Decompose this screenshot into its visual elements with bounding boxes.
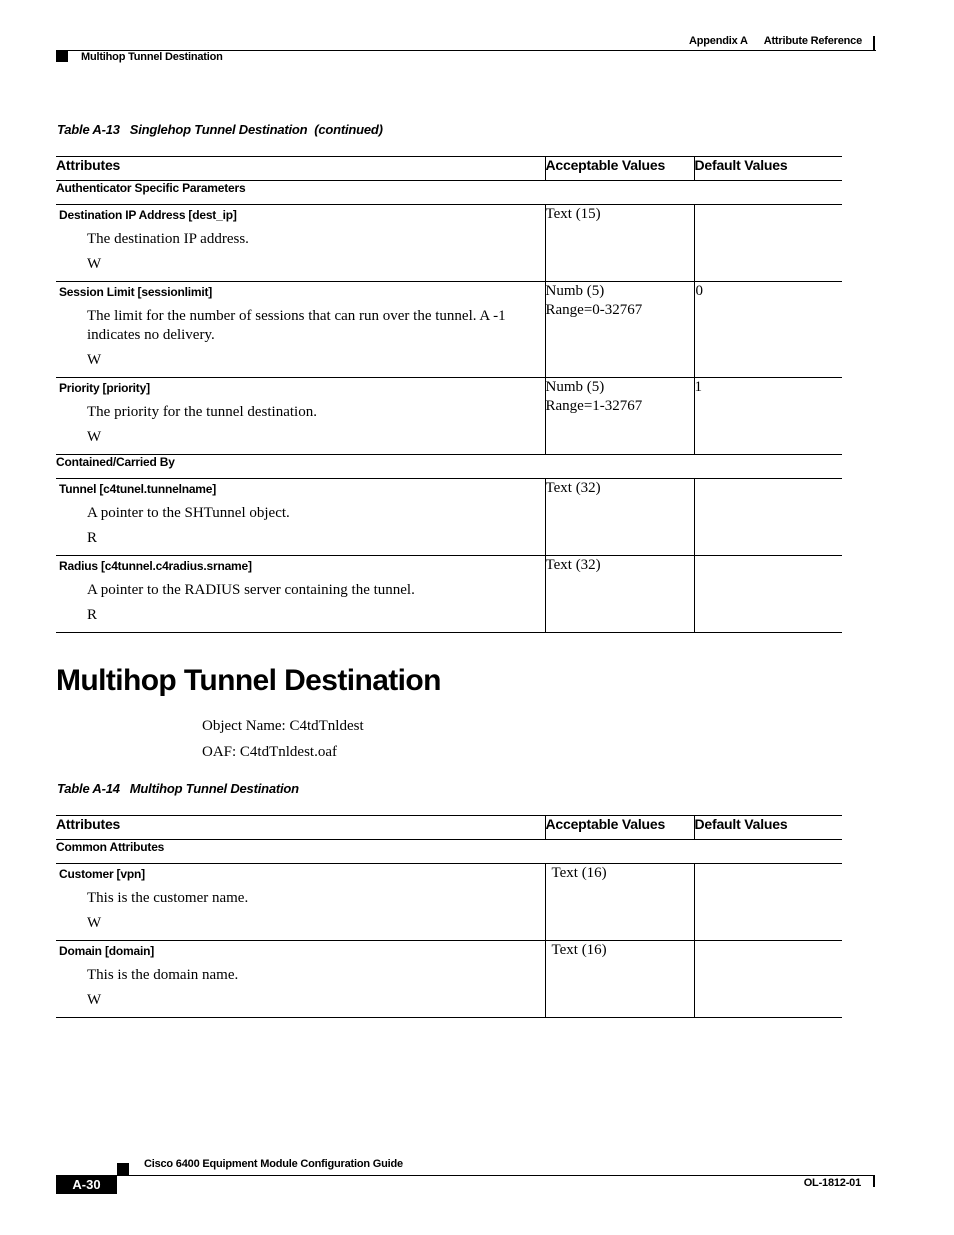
attribute-description: A pointer to the SHTunnel object. [87, 505, 290, 521]
column-header-default-values: Default Values [694, 816, 842, 840]
attribute-access: R [87, 607, 98, 623]
column-header-acceptable-values: Acceptable Values [545, 816, 694, 840]
acceptable-values-cell [545, 941, 694, 1018]
table-row [56, 479, 842, 556]
footer-guide-title: Cisco 6400 Equipment Module Configuration Guide [144, 1158, 403, 1170]
default-value-cell [694, 205, 842, 282]
group-label: Authenticator Specific Parameters [56, 181, 842, 205]
attribute-name: Radius [c4tunnel.c4radius.srname] [59, 559, 252, 573]
attribute-name: Tunnel [c4tunel.tunnelname] [59, 482, 217, 496]
table-row [56, 378, 842, 455]
attribute-cell [56, 556, 545, 633]
attribute-cell [56, 941, 545, 1018]
attribute-access: W [87, 429, 102, 445]
group-label: Contained/Carried By [56, 455, 842, 479]
chapter-label: Attribute Reference [763, 35, 862, 47]
default-value-cell [694, 378, 842, 455]
attribute-access: W [87, 915, 102, 931]
running-header-section: Multihop Tunnel Destination [81, 51, 223, 63]
attribute-access: W [87, 256, 102, 272]
attribute-cell [56, 479, 545, 556]
acceptable-value: Text (15) [545, 206, 601, 222]
table-row [56, 864, 842, 941]
acceptable-values-cell [545, 556, 694, 633]
group-label: Common Attributes [56, 840, 842, 864]
attribute-name: Destination IP Address [dest_ip] [59, 208, 237, 222]
attribute-description: This is the customer name. [87, 890, 249, 906]
attribute-description: The destination IP address. [87, 231, 249, 247]
column-header-attributes: Attributes [56, 816, 545, 840]
acceptable-value: Text (16) [551, 942, 607, 958]
attribute-name: Customer [vpn] [59, 867, 145, 881]
attribute-cell [56, 282, 545, 378]
footer-rule [117, 1175, 875, 1176]
header-marker-square [56, 50, 68, 62]
attribute-description: This is the domain name. [87, 967, 239, 983]
running-header-chapter [689, 35, 862, 47]
group-row [56, 840, 842, 864]
table-header-row [56, 816, 842, 840]
column-header-attributes: Attributes [56, 157, 545, 181]
table-row [56, 941, 842, 1018]
footer-marker-bar [873, 1175, 875, 1187]
default-value-cell [694, 282, 842, 378]
appendix-label: Appendix A [689, 35, 748, 47]
page-number: A-30 [56, 1175, 117, 1194]
acceptable-values-cell [545, 864, 694, 941]
default-value-cell [694, 556, 842, 633]
acceptable-values-cell [545, 479, 694, 556]
acceptable-value: Numb (5) [545, 283, 605, 299]
attribute-name: Priority [priority] [59, 381, 150, 395]
attribute-access: W [87, 992, 102, 1008]
table-header-row [56, 157, 842, 181]
acceptable-value: Text (16) [551, 865, 607, 881]
attribute-description: The limit for the number of sessions that can run over the tunnel. A -1 indicates no delivery. [87, 308, 506, 343]
table-a14 [56, 815, 842, 1018]
table-a13-caption [57, 122, 383, 137]
table-a14-caption [57, 781, 299, 796]
default-value-cell [694, 479, 842, 556]
default-value-cell [694, 941, 842, 1018]
section-title: Multihop Tunnel Destination [56, 664, 441, 697]
table-a13-number: Table A-13 [57, 122, 120, 137]
table-a13 [56, 156, 842, 633]
attribute-description: A pointer to the RADIUS server containing the tunnel. [87, 582, 415, 598]
default-value: 0 [695, 283, 703, 299]
attribute-cell [56, 864, 545, 941]
table-row [56, 282, 842, 378]
acceptable-range: Range=1-32767 [545, 398, 643, 414]
attribute-cell [56, 378, 545, 455]
acceptable-range: Range=0-32767 [545, 302, 643, 318]
acceptable-value: Text (32) [545, 480, 601, 496]
default-value: 1 [694, 379, 702, 395]
column-header-acceptable-values: Acceptable Values [545, 157, 694, 181]
acceptable-values-cell [545, 205, 694, 282]
acceptable-value: Text (32) [545, 557, 601, 573]
table-a14-title: Multihop Tunnel Destination [129, 781, 299, 796]
group-row [56, 181, 842, 205]
attribute-access: R [87, 530, 98, 546]
header-marker-bar [873, 36, 875, 51]
acceptable-value: Numb (5) [545, 379, 605, 395]
column-header-default-values: Default Values [694, 157, 842, 181]
footer-marker-square [117, 1163, 129, 1175]
table-row [56, 205, 842, 282]
default-value-cell [694, 864, 842, 941]
attribute-description: The priority for the tunnel destination. [87, 404, 317, 420]
attribute-name: Domain [domain] [59, 944, 154, 958]
attribute-name: Session Limit [sessionlimit] [59, 285, 213, 299]
table-row [56, 556, 842, 633]
table-a14-number: Table A-14 [57, 781, 120, 796]
acceptable-values-cell [545, 378, 694, 455]
table-a13-title: Singlehop Tunnel Destination (continued) [129, 122, 383, 137]
object-name: Object Name: C4tdTnldest [202, 718, 364, 734]
group-row [56, 455, 842, 479]
document-number: OL-1812-01 [803, 1177, 861, 1189]
attribute-cell [56, 205, 545, 282]
acceptable-values-cell [545, 282, 694, 378]
oaf-name: OAF: C4tdTnldest.oaf [202, 744, 337, 760]
attribute-access: W [87, 352, 102, 368]
